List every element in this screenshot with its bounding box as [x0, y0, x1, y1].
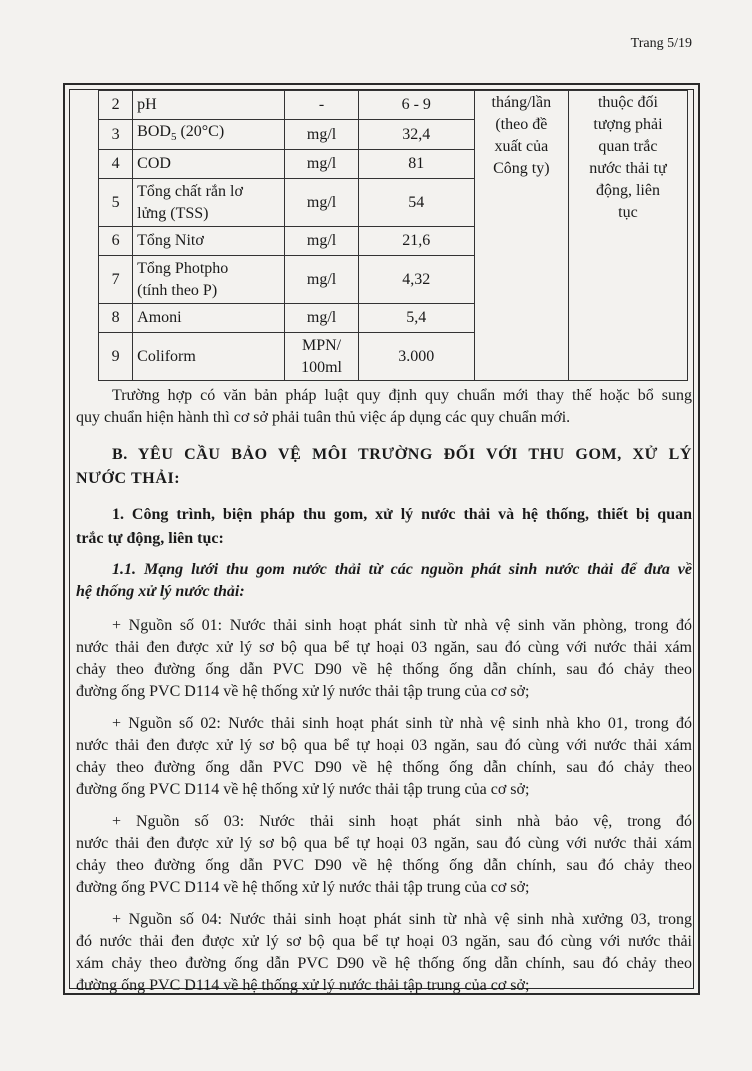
wastewater-source-03 [76, 811, 692, 899]
unit: - [285, 91, 358, 120]
text-line: hệ thống xử lý nước thải: [76, 583, 245, 601]
text-line: đó nước thải đen được xử lý sơ bộ qua bể tự hoại 03 ngăn, sau đó cùng với nước thải [76, 933, 692, 951]
text-line: B. YÊU CẦU BẢO VỆ MÔI TRƯỜNG ĐỐI VỚI THU GOM, XỬ LÝ [112, 446, 692, 464]
text-line: nước thải đen được xử lý sơ bộ qua bể tự hoại 03 ngăn, sau đó cùng với nước thải xám [76, 835, 692, 853]
unit: mg/l [285, 227, 358, 256]
parameter-line: Tổng Photpho [137, 259, 229, 277]
text-line: nước thải đen được xử lý sơ bộ qua bể tự hoại 03 ngăn, sau đó cùng với nước thải xám [76, 639, 692, 657]
text-line: quy chuẩn hiện hành thì cơ sở phải tuân thủ việc áp dụng các quy chuẩn mới. [76, 409, 571, 427]
text-line: đường ống PVC D114 về hệ thống xử lý nước thải tập trung của cơ sở; [76, 683, 530, 701]
row-number: 2 [99, 91, 133, 120]
row-number: 8 [99, 304, 133, 333]
object-line: nước thải tự [589, 160, 667, 177]
limit-value: 4,32 [358, 256, 474, 304]
text-line: 1. Công trình, biện pháp thu gom, xử lý nước thải và hệ thống, thiết bị quan [112, 506, 692, 524]
parameter-line: (tính theo P) [137, 281, 218, 299]
row-number: 3 [99, 120, 133, 150]
regulation-note [76, 385, 692, 429]
object-line: tục [618, 204, 638, 221]
wastewater-limits-table [98, 90, 688, 381]
unit: mg/l [285, 179, 358, 227]
text-line: chảy theo đường ống dẫn PVC D90 về hệ thống ống dẫn chính, sau đó chảy theo [76, 661, 692, 679]
parameter-line: lửng (TSS) [137, 204, 209, 222]
monitoring-frequency [474, 91, 568, 381]
parameter: Coliform [133, 333, 285, 381]
unit: mg/l [285, 304, 358, 333]
text-line: chảy theo đường ống dẫn PVC D90 về hệ thống ống dẫn chính, sau đó chảy theo [76, 759, 692, 777]
page-number: Trang 5/19 [630, 36, 692, 51]
row-number: 9 [99, 333, 133, 381]
row-number: 6 [99, 227, 133, 256]
row-number: 7 [99, 256, 133, 304]
text-line: trắc tự động, liên tục: [76, 530, 224, 548]
text-line: chảy theo đường ống dẫn PVC D90 về hệ thống ống dẫn chính, sau đó chảy theo [76, 857, 692, 875]
text-line: xám chảy theo đường ống dẫn PVC D90 về hệ thống ống dẫn chính, sau đó chảy theo [76, 955, 692, 973]
limit-value: 6 - 9 [358, 91, 474, 120]
parameter-suffix: (20°C) [176, 123, 225, 140]
unit [285, 333, 358, 381]
parameter [133, 256, 285, 304]
object-line: thuộc đối [597, 94, 658, 111]
limit-value: 81 [358, 150, 474, 179]
text-line: đường ống PVC D114 về hệ thống xử lý nước thải tập trung của cơ sở; [76, 879, 530, 897]
frequency-line: tháng/lần [491, 94, 552, 111]
parameter: Tổng Nitơ [133, 227, 285, 256]
limit-value: 54 [358, 179, 474, 227]
section-1-1-heading [76, 559, 692, 603]
text-line: + Nguồn số 01: Nước thải sinh hoạt phát sinh từ nhà vệ sinh văn phòng, trong đó [112, 617, 692, 635]
limit-value: 5,4 [358, 304, 474, 333]
text-line: đường ống PVC D114 về hệ thống xử lý nước thải tập trung của cơ sở; [76, 977, 530, 995]
row-number: 4 [99, 150, 133, 179]
parameter-line: Tổng chất rắn lơ [137, 182, 243, 200]
wastewater-source-04 [76, 909, 692, 997]
parameter: COD [133, 150, 285, 179]
section-b-heading [76, 443, 692, 491]
limit-value: 32,4 [358, 120, 474, 150]
wastewater-source-02 [76, 713, 692, 801]
unit: mg/l [285, 256, 358, 304]
text-line: đường ống PVC D114 về hệ thống xử lý nước thải tập trung của cơ sở; [76, 781, 530, 799]
row-number: 5 [99, 179, 133, 227]
unit-line: MPN/ [301, 336, 342, 354]
document-body [76, 90, 692, 997]
unit: mg/l [285, 150, 358, 179]
object-line: tượng phải [593, 116, 663, 133]
limit-value: 21,6 [358, 227, 474, 256]
parameter-subscript: 5 [170, 131, 177, 144]
object-line: động, liên [595, 182, 660, 199]
text-line: nước thải đen được xử lý sơ bộ qua bể tự hoại 03 ngăn, sau đó cùng với nước thải xám [76, 737, 692, 755]
limit-value: 3.000 [358, 333, 474, 381]
unit-line: 100ml [301, 358, 342, 376]
frequency-line: (theo đề [495, 116, 548, 133]
parameter: pH [133, 91, 285, 120]
table-row [99, 91, 688, 120]
frequency-line: xuất của [494, 138, 549, 155]
unit: mg/l [285, 120, 358, 150]
parameter [133, 120, 285, 150]
monitoring-object [568, 91, 687, 381]
parameter: Amoni [133, 304, 285, 333]
text-line: + Nguồn số 04: Nước thải sinh hoạt phát sinh từ nhà vệ sinh nhà xưởng 03, trong [112, 911, 692, 929]
text-line: Trường hợp có văn bản pháp luật quy định quy chuẩn mới thay thế hoặc bổ sung [112, 387, 692, 405]
parameter-main: BOD [137, 123, 171, 140]
frequency-line: Công ty) [493, 160, 550, 177]
section-1-heading [76, 503, 692, 551]
text-line: + Nguồn số 03: Nước thải sinh hoạt phát sinh nhà bảo vệ, trong đó [112, 813, 692, 831]
text-line: NƯỚC THẢI: [76, 470, 181, 488]
text-line: 1.1. Mạng lưới thu gom nước thải từ các nguồn phát sinh nước thải để đưa về [112, 561, 692, 579]
text-line: + Nguồn số 02: Nước thải sinh hoạt phát sinh từ nhà vệ sinh nhà kho 01, trong đó [112, 715, 692, 733]
parameter [133, 179, 285, 227]
object-line: quan trắc [598, 138, 658, 155]
wastewater-source-01 [76, 615, 692, 703]
